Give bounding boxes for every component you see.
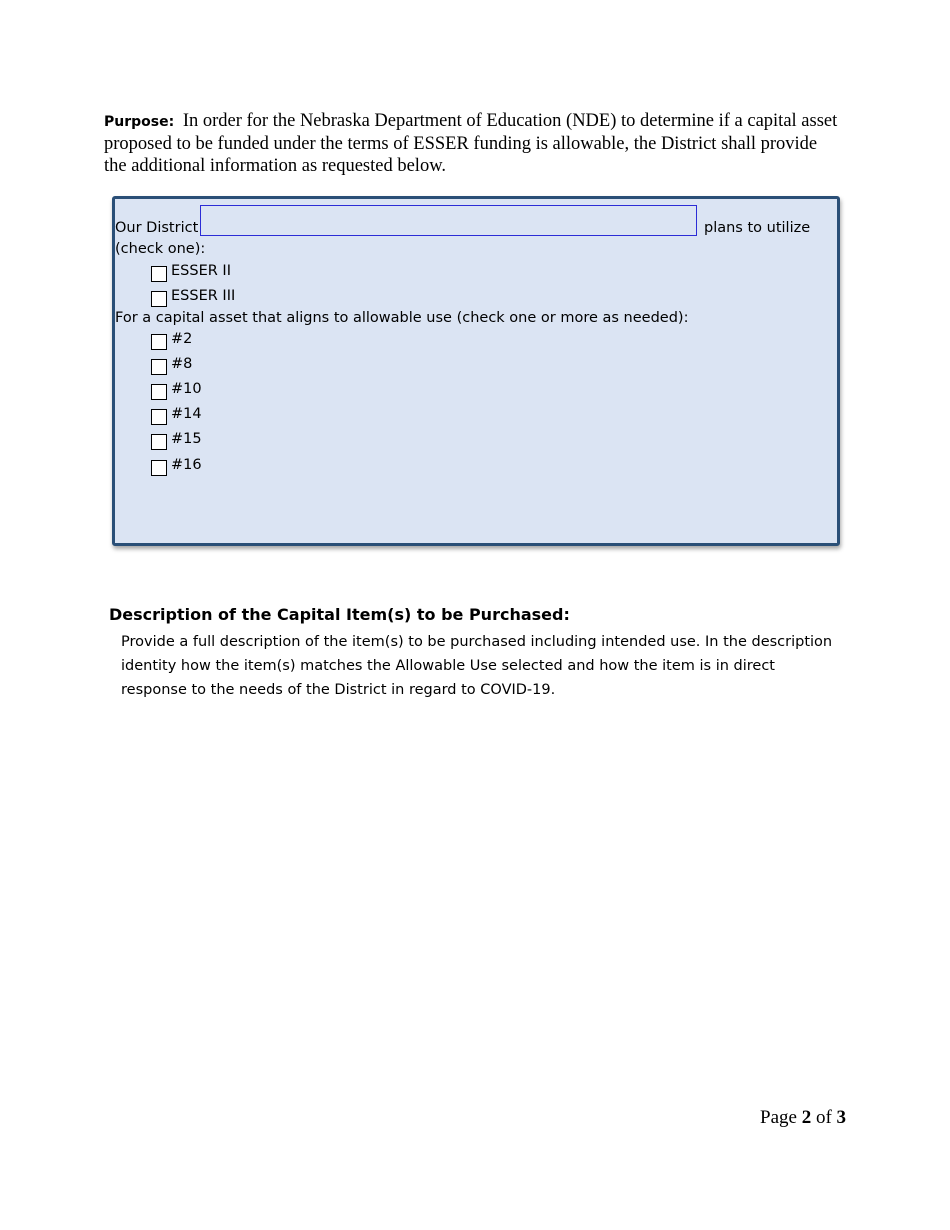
page-prefix: Page <box>760 1107 797 1128</box>
purpose-text: In order for the Nebraska Department of Education (NDE) to determine if a capital asset proposed to be funded under the terms of ESSER funding is allowable, the District shall provide the additional information as requested below. <box>104 111 838 176</box>
description-instructions: Provide a full description of the item(s) to be purchased including intended use. In the description identity how the item(s) matches the Allowable Use selected and how the item is in direct response to the needs of the District in regard to COVID-19. <box>121 634 833 698</box>
esser-iii-label: ESSER III <box>171 288 236 304</box>
esser-iii-checkbox[interactable] <box>151 291 167 307</box>
use-2-checkbox[interactable] <box>151 334 167 350</box>
purpose-label: Purpose: <box>104 114 175 130</box>
page-of: of <box>815 1107 832 1128</box>
use-14-label: #14 <box>171 406 202 422</box>
use-15-label: #15 <box>171 431 202 447</box>
use-8-checkbox[interactable] <box>151 359 167 375</box>
page-current: 2 <box>801 1107 812 1128</box>
district-name-field[interactable] <box>200 205 697 236</box>
use-16-checkbox[interactable] <box>151 460 167 476</box>
district-prefix-label: Our District <box>115 220 199 236</box>
district-suffix-label: plans to utilize <box>704 220 811 236</box>
use-10-label: #10 <box>171 381 202 397</box>
page-total: 3 <box>836 1107 847 1128</box>
esser-ii-label: ESSER II <box>171 263 231 279</box>
check-one-label: (check one): <box>115 241 206 257</box>
purpose-paragraph <box>104 110 844 177</box>
description-heading: Description of the Capital Item(s) to be Purchased: <box>109 605 570 624</box>
use-16-label: #16 <box>171 457 202 473</box>
use-14-checkbox[interactable] <box>151 409 167 425</box>
capital-asset-form-box <box>112 196 840 546</box>
use-15-checkbox[interactable] <box>151 434 167 450</box>
use-8-label: #8 <box>171 356 193 372</box>
esser-ii-checkbox[interactable] <box>151 266 167 282</box>
page-number <box>760 1107 846 1129</box>
use-10-checkbox[interactable] <box>151 384 167 400</box>
use-2-label: #2 <box>171 331 193 347</box>
asset-alignment-label: For a capital asset that aligns to allowable use (check one or more as needed): <box>115 310 689 326</box>
